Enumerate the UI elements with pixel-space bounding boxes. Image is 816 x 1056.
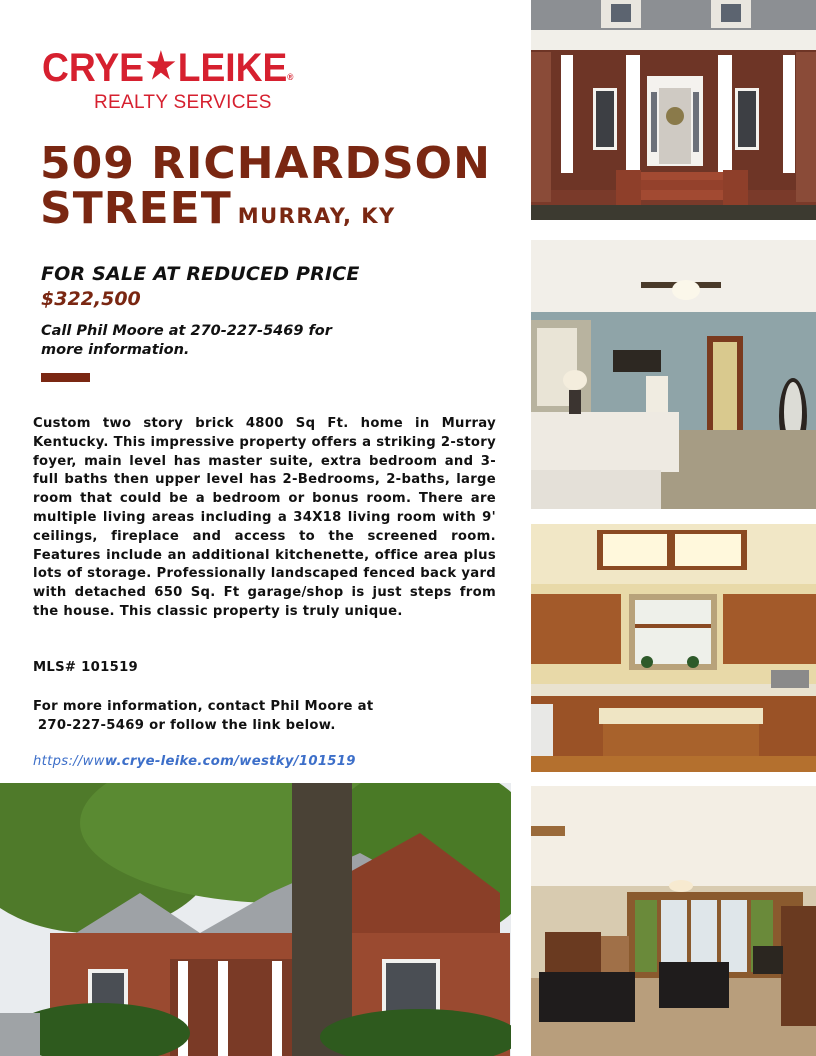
house-exterior-photo (0, 783, 511, 1056)
sale-block (41, 262, 511, 312)
front-porch-photo (531, 0, 816, 220)
call-to-action: Call Phil Moore at 270-227-5469 for more information. (41, 323, 332, 358)
logo-tagline: REALTY SERVICES (94, 92, 272, 113)
address-city: MURRAY, KY (237, 204, 396, 228)
registered-icon: ® (287, 72, 294, 82)
logo-brand-left: CRYE (42, 46, 144, 90)
bedroom-photo (531, 240, 816, 509)
logo-brand-right: LEIKE (177, 46, 288, 90)
address-street: STREET (40, 183, 232, 234)
kitchen-photo (531, 524, 816, 772)
listing-link-rest: w.crye-leike.com/westky/101519 (104, 754, 356, 769)
mls-number: MLS# 101519 (33, 660, 139, 675)
contact-line-2: 270-227-5469 or follow the link below. (33, 718, 336, 733)
living-room-photo (531, 786, 816, 1056)
contact-info (33, 697, 453, 735)
sale-heading: FOR SALE AT REDUCED PRICE (41, 263, 360, 285)
address-line-2 (40, 183, 510, 240)
property-address (40, 138, 510, 240)
sale-price: $322,500 (41, 288, 141, 310)
address-line-1: 509 RICHARDSON (40, 138, 491, 189)
contact-line-1: For more information, contact Phil Moore at (33, 699, 374, 714)
logo-wordmark (42, 46, 293, 91)
star-icon: ★ (145, 45, 176, 86)
listing-link[interactable] (33, 754, 356, 769)
crye-leike-logo (42, 46, 332, 118)
listing-link-prefix: https://ww (33, 754, 105, 769)
property-description: Custom two story brick 4800 Sq Ft. home in Murray Kentucky. This impressive property offers a striking 2-story foyer, main level has master suite, extra bedroom and 3-full baths then upper level has 2-Bedrooms, 2-baths, large room that could be a bedroom or bonus room. There are multiple living areas including a 34X18 living room with 9' ceilings, fireplace and access to the screened room. Features include an additional kitchenette, office area plus lots of storage. Professionally landscaped fenced back yard with detached 650 Sq. Ft garage/shop is just steps from the house. This classic property is truly unique. (33, 416, 496, 619)
accent-divider (41, 373, 90, 382)
